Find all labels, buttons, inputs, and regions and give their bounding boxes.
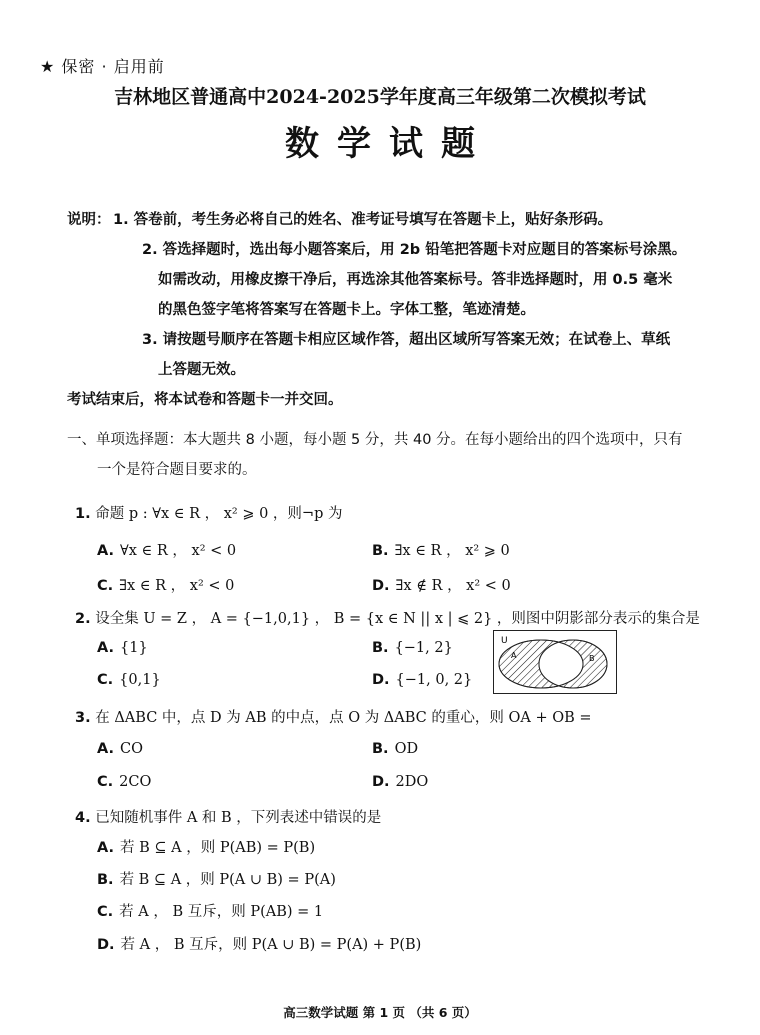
option-text: OD — [394, 741, 419, 757]
question-1-option-d — [372, 574, 511, 595]
instruction-item-2-line-2: 如需改动，用橡皮擦干净后，再选涂其他答案标号。答非选择题时，用 0.5 毫米 — [158, 272, 673, 288]
question-number: 4. — [75, 810, 91, 826]
set-b-label: B — [589, 654, 595, 663]
option-text: 若 B ⊆ A ，则 P(AB) = P(B) — [120, 840, 316, 856]
option-text: CO — [120, 741, 143, 757]
option-label: D. — [372, 578, 390, 594]
option-label: B. — [97, 872, 114, 888]
subject-title: 数学试题 — [285, 124, 493, 164]
option-text: 若 A ， B 互斥，则 P(A ∪ B) = P(A) + P(B) — [120, 937, 422, 953]
option-label: A. — [97, 543, 114, 559]
question-4-option-b — [97, 868, 336, 889]
question-text: 设全集 U = Z ， A = {−1,0,1} ， B = {x ∈ N || x | ⩽ 2} ，则图中阴影部分表示的集合是 — [95, 611, 700, 627]
option-text: ∃x ∉ R ， x² < 0 — [395, 578, 511, 594]
question-4-stem — [75, 806, 381, 827]
exam-title: 吉林地区普通高中2024-2025学年度高三年级第二次模拟考试 — [114, 86, 646, 108]
question-3-stem — [75, 706, 592, 727]
option-text: 2DO — [395, 774, 429, 790]
instruction-item-1: 1. 答卷前，考生务必将自己的姓名、准考证号填写在答题卡上，贴好条形码。 — [113, 212, 613, 228]
instruction-item-3-line-2: 上答题无效。 — [158, 362, 245, 378]
option-label: D. — [97, 937, 115, 953]
instructions-closing: 考试结束后，将本试卷和答题卡一并交回。 — [67, 392, 343, 408]
confidential-mark: ★ 保密 · 启用前 — [40, 57, 165, 76]
option-text: {−1, 2} — [394, 640, 453, 656]
option-text: ∀x ∈ R ， x² < 0 — [120, 543, 237, 559]
set-a-label: A — [511, 651, 517, 660]
question-4-option-a — [97, 836, 315, 857]
instruction-item-3-line-1: 3. 请按题号顺序在答题卡相应区域作答，超出区域所写答案无效；在试卷上、草纸 — [142, 332, 671, 348]
question-2-option-d — [372, 672, 472, 688]
page-footer: 高三数学试题 第 1 页 （共 6 页） — [283, 1005, 477, 1020]
option-text: {0,1} — [119, 672, 161, 688]
question-3-option-c — [97, 774, 151, 790]
universe-label: U — [501, 636, 508, 646]
question-text: 命题 p : ∀x ∈ R ， x² ⩾ 0 ，则¬p 为 — [95, 506, 343, 522]
question-1-option-c — [97, 574, 234, 595]
option-label: C. — [97, 774, 114, 790]
section-heading-line-2: 一个是符合题目要求的。 — [97, 462, 257, 478]
option-text: {−1, 0, 2} — [395, 672, 473, 688]
option-text: ∃x ∈ R ， x² < 0 — [119, 578, 235, 594]
instruction-item-2-line-3: 的黑色签字笔将答案写在答题卡上。字体工整，笔迹清楚。 — [158, 302, 535, 318]
option-label: C. — [97, 578, 114, 594]
option-label: D. — [372, 774, 390, 790]
option-label: C. — [97, 904, 114, 920]
question-text: 已知随机事件 A 和 B ，下列表述中错误的是 — [95, 810, 382, 826]
section-heading-line-1: 一、单项选择题：本大题共 8 小题，每小题 5 分，共 40 分。在每小题给出的四个选项中，只有 — [67, 432, 683, 448]
question-1-stem — [75, 502, 342, 523]
option-label: D. — [372, 672, 390, 688]
question-1-option-b — [372, 539, 510, 560]
question-3-option-b — [372, 741, 418, 757]
question-2-option-b — [372, 640, 453, 656]
question-2-option-c — [97, 672, 161, 688]
option-text: ∃x ∈ R ， x² ⩾ 0 — [394, 543, 510, 559]
option-text: 若 B ⊆ A ，则 P(A ∪ B) = P(A) — [119, 872, 336, 888]
option-text: {1} — [120, 640, 148, 656]
question-4-option-d — [97, 933, 421, 954]
question-text: 在 ΔABC 中，点 D 为 AB 的中点，点 O 为 ΔABC 的重心，则 OA + OB = — [95, 710, 592, 726]
question-number: 1. — [75, 506, 91, 522]
option-text: 2CO — [119, 774, 152, 790]
option-label: A. — [97, 640, 114, 656]
instructions-label: 说明： — [67, 212, 111, 228]
question-4-option-c — [97, 900, 323, 921]
option-label: C. — [97, 672, 114, 688]
venn-diagram — [493, 630, 617, 694]
question-2-stem — [75, 607, 700, 628]
option-label: B. — [372, 543, 389, 559]
question-2-option-a — [97, 640, 148, 656]
option-label: A. — [97, 741, 114, 757]
instruction-item-2-line-1: 2. 答选择题时，选出每小题答案后，用 2b 铅笔把答题卡对应题目的答案标号涂黑。 — [142, 242, 687, 258]
option-label: B. — [372, 640, 389, 656]
option-label: A. — [97, 840, 114, 856]
question-3-option-a — [97, 741, 143, 757]
question-3-option-d — [372, 774, 428, 790]
question-number: 2. — [75, 611, 91, 627]
question-1-option-a — [97, 539, 236, 560]
option-label: B. — [372, 741, 389, 757]
option-text: 若 A ， B 互斥，则 P(AB) = 1 — [119, 904, 324, 920]
question-number: 3. — [75, 710, 91, 726]
